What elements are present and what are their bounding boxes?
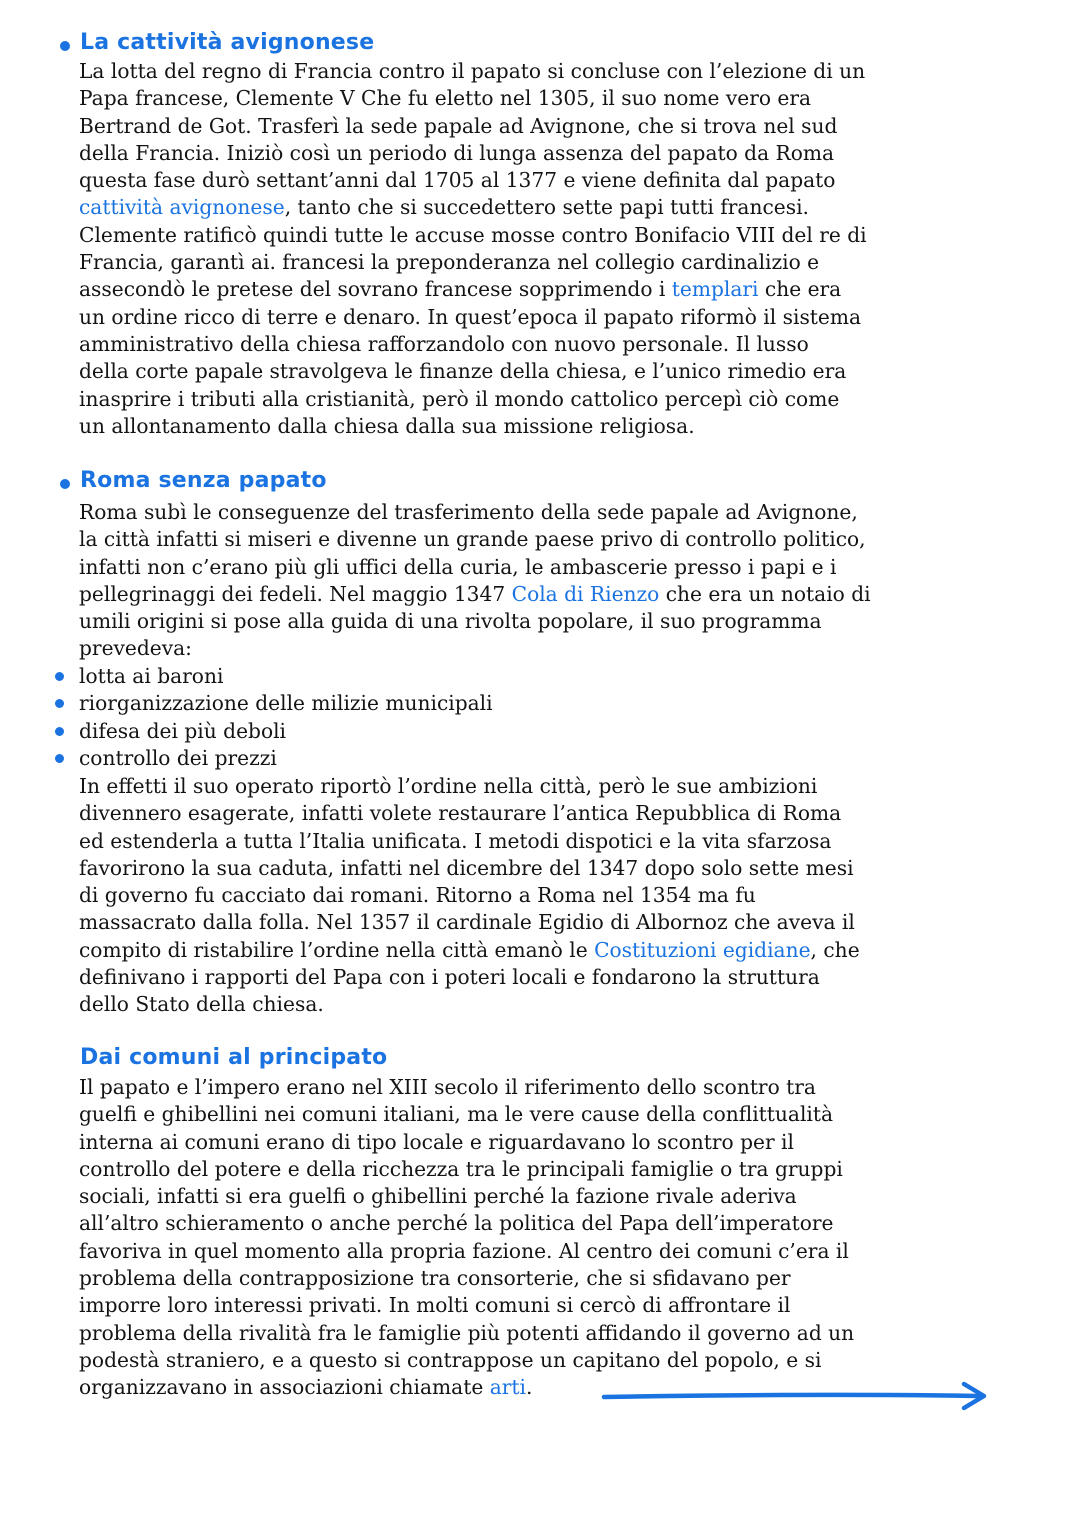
text-line [79,167,867,194]
text-line [79,386,867,413]
text-segment: Papa francese, Clemente V Che fu eletto nel 1305, il suo nome vero era [79,86,812,111]
text-segment: guelfi e ghibellini nei comuni italiani, ma le vere cause della conflittualità [79,1102,834,1127]
text-line [79,608,871,635]
text-segment: Clemente ratificò quindi tutte le accuse mosse contro Bonifacio VIII del re di [79,222,867,247]
text-segment: prevedeva: [79,636,192,661]
heading-bullet-icon [60,41,70,51]
text-line [79,304,867,331]
text-segment: divennero esagerate, infatti volete restaurare l’antica Repubblica di Roma [79,801,842,826]
text-line [79,85,867,112]
text-line [79,554,871,581]
list-item-label: controllo dei prezzi [79,745,277,770]
text-line [79,194,867,221]
text-segment: ed estenderla a tutta l’Italia unificata. I metodi dispotici e la vita sfarzosa [79,828,832,853]
highlighted-term: cattività avignonese [79,195,285,220]
bullet-icon [55,672,64,681]
text-segment: all’altro schieramento o anche perché la politica del Papa dell’imperatore [79,1211,834,1236]
section-body-roma-after [79,773,860,1019]
text-segment: pellegrinaggi dei fedeli. Nel maggio 1347 [79,581,512,606]
list-item-label: difesa dei più deboli [79,718,287,743]
text-line [79,991,860,1018]
text-segment: massacrato dalla folla. Nel 1357 il cardinale Egidio di Albornoz che aveva il [79,910,855,935]
heading-bullet-icon [60,479,70,489]
text-line [79,773,860,800]
list-item [79,663,493,690]
text-line [79,413,867,440]
text-line [79,964,860,991]
text-segment: compito di ristabilire l’ordine nella città emanò le [79,937,595,962]
text-line [79,1129,854,1156]
text-line [79,1320,854,1347]
text-segment: umili origini si pose alla guida di una rivolta popolare, il suo programma [79,609,822,634]
text-line [79,526,871,553]
text-segment: di governo fu cacciato dai romani. Ritorno a Roma nel 1354 ma fu [79,883,756,908]
text-line [79,1210,854,1237]
text-segment: interna ai comuni erano di tipo locale e riguardavano lo scontro per il [79,1129,794,1154]
text-line [79,882,860,909]
bullet-icon [55,727,64,736]
text-line [79,1183,854,1210]
text-line [79,828,860,855]
text-line [79,909,860,936]
list-item-label: lotta ai baroni [79,664,224,688]
text-line [79,1265,854,1292]
right-arrow-icon [600,1380,990,1412]
text-segment: dello Stato della chiesa. [79,992,324,1017]
list-item [79,745,493,772]
text-line [79,1074,854,1101]
text-segment: Il papato e l’impero erano nel XIII secolo il riferimento dello scontro tra [79,1075,816,1099]
text-line [79,581,871,608]
section-body-comuni [79,1074,854,1402]
text-segment: Roma subì le conseguenze del trasferimento della sede papale ad Avignone, [79,500,858,524]
text-segment: questa fase durò settant’anni dal 1705 al 1377 e viene definita dal papato [79,168,836,193]
list-item [79,690,493,717]
text-segment: che era [758,277,842,302]
text-segment: un ordine ricco di terre e denaro. In quest’epoca il papato riformò il sistema [79,304,862,329]
program-list [79,663,493,772]
text-segment: controllo del potere e della ricchezza tra le principali famiglie o tra gruppi [79,1156,843,1181]
bullet-icon [55,754,64,763]
text-line [79,800,860,827]
text-segment: infatti non c’erano più gli uffici della curia, le ambascerie presso i papi e i [79,554,837,579]
text-line [79,855,860,882]
text-segment: amministrativo della chiesa rafforzandolo con nuovo personale. Il lusso [79,331,809,356]
text-segment: , che [810,937,860,962]
text-segment: assecondò le pretese del sovrano francese sopprimendo i [79,277,672,302]
text-line [79,249,867,276]
text-segment: Francia, garantì ai. francesi la preponderanza nel collegio cardinalizio e [79,250,820,275]
list-item-label: riorganizzazione delle milizie municipali [79,691,493,716]
section-heading-cattivita: La cattività avignonese [80,30,375,55]
text-segment: definivano i rapporti del Papa con i poteri locali e fondarono la struttura [79,965,820,990]
section-body-roma [79,499,871,663]
text-segment: inasprire i tributi alla cristianità, però il mondo cattolico percepì ciò come [79,386,840,411]
text-line [79,331,867,358]
text-segment: Bertrand de Got. Trasferì la sede papale ad Avignone, che si trova nel sud [79,113,838,138]
text-segment: , tanto che si succedettero sette papi tutti francesi. [284,195,809,220]
text-line [79,1238,854,1265]
section-heading-roma: Roma senza papato [80,468,327,493]
highlighted-term: arti [489,1375,526,1400]
highlighted-term: Cola di Rienzo [511,581,660,606]
text-segment: la città infatti si miseri e divenne un grande paese privo di controllo politico, [79,527,866,552]
text-line [79,499,871,526]
text-segment: In effetti il suo operato riportò l’ordine nella città, però le sue ambizioni [79,774,818,798]
text-line [79,58,867,85]
bullet-icon [55,699,64,708]
text-segment: favorirono la sua caduta, infatti nel dicembre del 1347 dopo solo sette mesi [79,855,854,880]
text-segment: imporre loro interessi privati. In molti comuni si cercò di affrontare il [79,1293,791,1318]
text-line [79,276,867,303]
text-line [79,635,871,662]
text-line [79,113,867,140]
text-line [79,222,867,249]
text-line [79,1101,854,1128]
text-segment: un allontanamento dalla chiesa dalla sua missione religiosa. [79,413,695,438]
text-segment: problema della rivalità fra le famiglie più potenti affidando il governo ad un [79,1320,855,1345]
highlighted-term: templari [671,277,759,302]
text-segment: sociali, infatti si era guelfi o ghibellini perché la fazione rivale aderiva [79,1184,797,1209]
text-line [79,1347,854,1374]
section-heading-comuni: Dai comuni al principato [80,1045,388,1070]
highlighted-term: Costituzioni egidiane [594,937,811,962]
list-item [79,718,493,745]
text-segment: che era un notaio di [659,581,871,606]
text-segment: . [525,1375,533,1400]
text-line [79,358,867,385]
text-segment: organizzavano in associazioni chiamate [79,1375,490,1400]
text-line [79,937,860,964]
text-segment: favoriva in quel momento alla propria fazione. Al centro dei comuni c’era il [79,1238,849,1263]
text-segment: La lotta del regno di Francia contro il papato si concluse con l’elezione di un [79,59,866,83]
text-segment: della corte papale stravolgeva le finanze della chiesa, e l’unico rimedio era [79,359,847,384]
text-segment: podestà straniero, e a questo si contrappose un capitano del popolo, e si [79,1347,822,1372]
text-segment: problema della contrapposizione tra consorterie, che si sfidavano per [79,1266,791,1291]
section-body-cattivita [79,58,867,440]
text-line [79,140,867,167]
text-line [79,1156,854,1183]
text-line [79,1292,854,1319]
text-segment: della Francia. Iniziò così un periodo di lunga assenza del papato da Roma [79,140,835,165]
